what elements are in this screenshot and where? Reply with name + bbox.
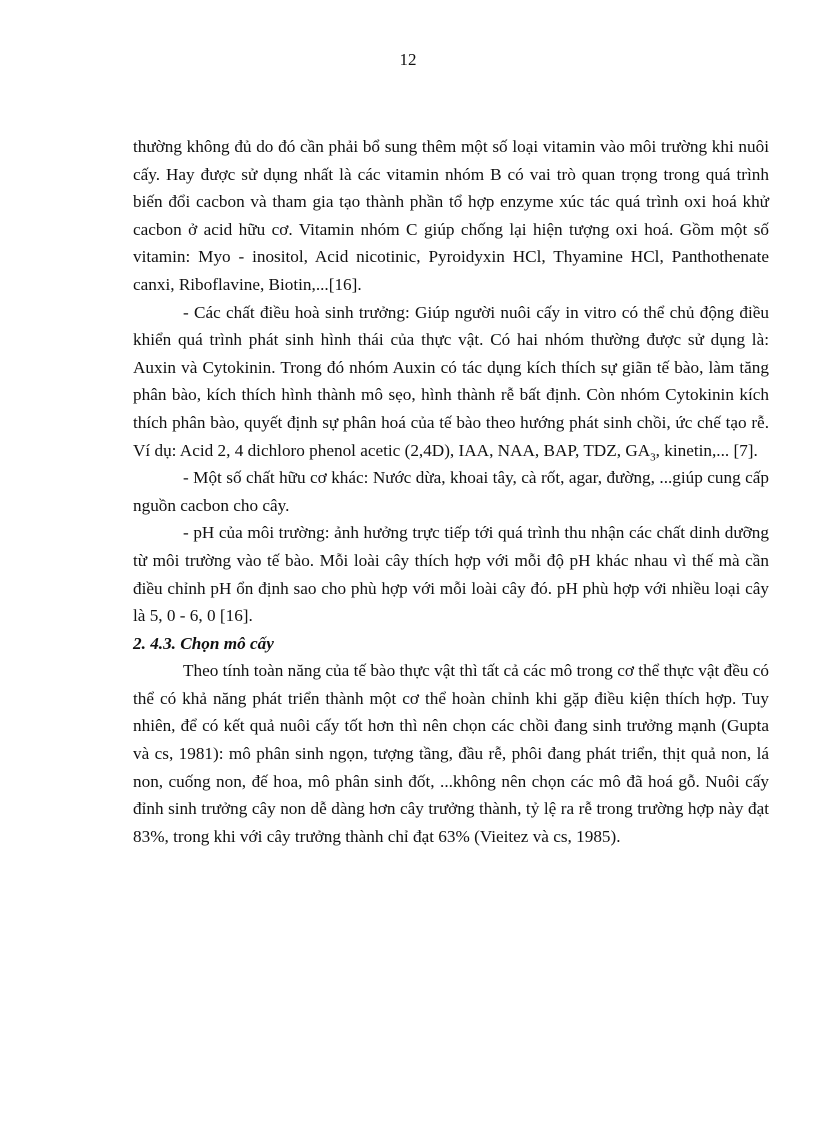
document-body bbox=[133, 133, 769, 850]
page-number: 12 bbox=[399, 50, 417, 69]
growth-regulators-tail: , kinetin,... [7]. bbox=[655, 440, 758, 460]
subscript-3: 3 bbox=[650, 450, 656, 463]
paragraph-ph: - pH của môi trường: ảnh hưởng trực tiếp tới quá trình thu nhận các chất dinh dưỡng từ môi trường vào tế bào. Mỗi loài cây thích hợp với mỗi độ pH khác nhau vì thế mà cần điều chỉnh pH ổn định sao cho phù hợp với mỗi loài cây đó. pH phù hợp với nhiều loại cây là 5, 0 - 6, 0 [16]. bbox=[133, 523, 769, 626]
paragraph-explant-selection: Theo tính toàn năng của tế bào thực vật thì tất cả các mô trong cơ thể thực vật đều có thể có khả năng phát triển thành một cơ thể hoàn chỉnh khi gặp điều kiện thích hợp. Tuy nhiên, để có kết quả nuôi cấy tốt hơn thì nên chọn các chồi đang sinh trưởng mạnh (Gupta và cs, 1981): mô phân sinh ngọn, tượng tầng, đầu rễ, phôi đang phát triển, thịt quả non, lá non, cuống non, đế hoa, mô phân sinh đốt, ...không nên chọn các mô đã hoá gỗ. Nuôi cấy đỉnh sinh trưởng cây non dễ dàng hơn cây trưởng thành, tỷ lệ ra rễ trong trường hợp này đạt 83%, trong khi với cây trưởng thành chỉ đạt 63% (Vieitez và cs, 1985). bbox=[133, 661, 769, 846]
paragraph-organic-compounds: - Một số chất hữu cơ khác: Nước dừa, khoai tây, cà rốt, agar, đường, ...giúp cung cấp nguồn cacbon cho cây. bbox=[133, 468, 769, 515]
paragraph-growth-regulators bbox=[133, 299, 769, 465]
paragraph-vitamins: thường không đủ do đó cần phải bổ sung thêm một số loại vitamin vào môi trường khi nuôi cấy. Hay được sử dụng nhất là các vitamin nhóm B có vai trò quan trọng trong quá trình biến đổi cacbon và tham gia tạo thành phần tổ hợp enzyme xúc tác quá trình oxi hoá khử cacbon ở acid hữu cơ. Vitamin nhóm C giúp chống lại hiện tượng oxi hoá. Gồm một số vitamin: Myo - inositol, Acid nicotinic, Pyroidyxin HCl, Thyamine HCl, Panthothenate canxi, Riboflavine, Biotin,...[16]. bbox=[133, 137, 769, 294]
growth-regulators-text: - Các chất điều hoà sinh trưởng: Giúp người nuôi cấy in vitro có thể chủ động điều khiển quá trình phát sinh hình thái của thực vật. Có hai nhóm thường được sử dụng là: Auxin và Cytokinin. Trong đó nhóm Auxin có tác dụng kích thích sự giãn tế bào, làm tăng phân bào, kích thích hình thành mô sẹo, hình thành rễ bất định. Còn nhóm Cytokinin kích thích phân bào, quyết định sự phân hoá của tế bào theo hướng phát sinh chồi, ức chế tạo rễ. Ví dụ: Acid 2, 4 dichloro phenol acetic (2,4D), IAA, NAA, BAP, TDZ, GA bbox=[133, 302, 769, 460]
section-heading: 2. 4.3. Chọn mô cấy bbox=[133, 633, 274, 653]
